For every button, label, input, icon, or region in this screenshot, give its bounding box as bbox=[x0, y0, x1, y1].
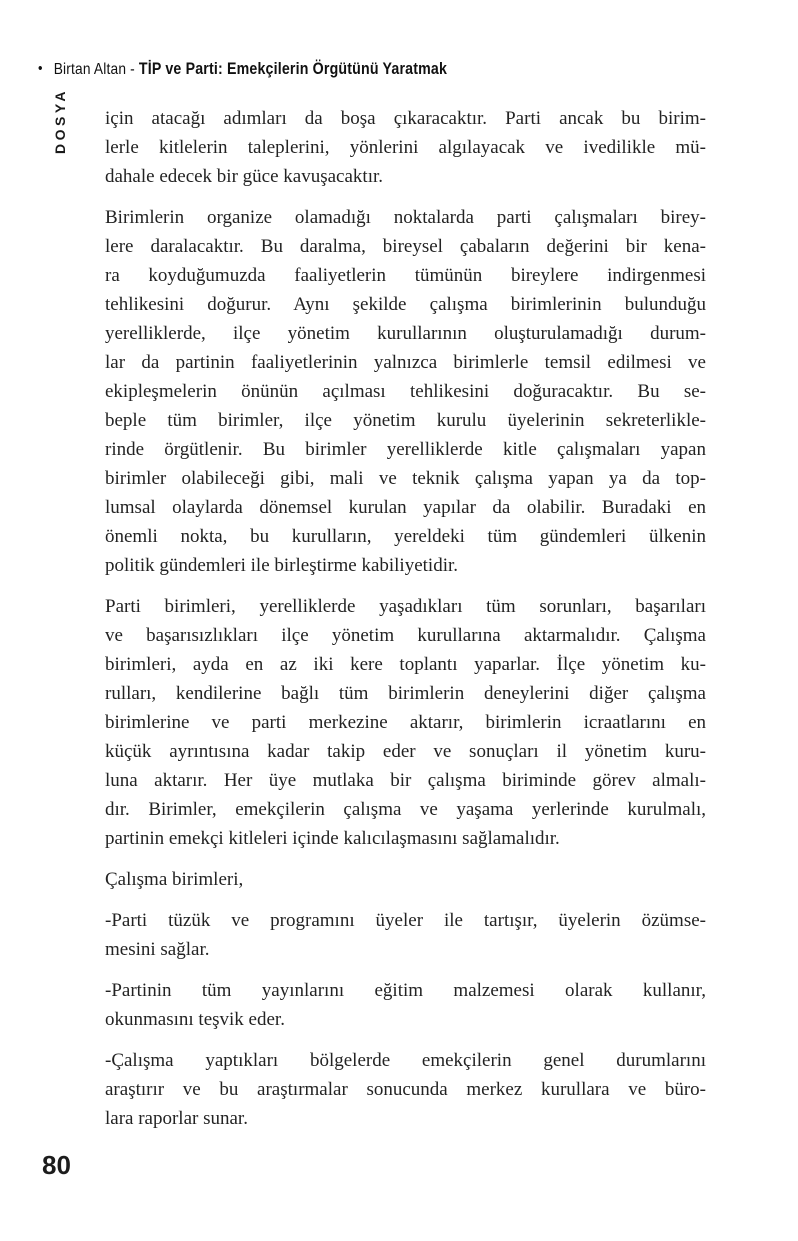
text-line: Çalışma birimleri, bbox=[105, 869, 244, 890]
text-line: mesini sağlar. bbox=[105, 939, 210, 960]
text-line: -Parti tüzük ve programını üyeler ile tartışır, üyelerin özümse- bbox=[105, 910, 706, 931]
text-line: araştırır ve bu araştırmalar sonucunda merkez kurullara ve büro- bbox=[105, 1079, 706, 1100]
text-line: Parti birimleri, yerelliklerde yaşadıkları tüm sorunları, başarıları bbox=[105, 596, 706, 617]
text-line: partinin emekçi kitleleri içinde kalıcılaşmasını sağlamalıdır. bbox=[105, 828, 560, 849]
paragraph bbox=[105, 104, 706, 191]
bullet-icon: • bbox=[38, 60, 43, 77]
text-line: için atacağı adımları da boşa çıkaracaktır. Parti ancak bu birim- bbox=[105, 108, 706, 129]
text-line: ekipleşmelerin önünün açılması tehlikesini doğuracaktır. Bu se- bbox=[105, 381, 706, 402]
text-line: rinde örgütlenir. Bu birimler yerelliklerde kitle çalışmaları yapan bbox=[105, 439, 706, 460]
header-title: TİP ve Parti: Emekçilerin Örgütünü Yaratmak bbox=[138, 60, 448, 78]
text-line: -Partinin tüm yayınlarını eğitim malzemesi olarak kullanır, bbox=[105, 980, 706, 1001]
paragraph bbox=[105, 976, 706, 1034]
header-author: Birtan Altan - bbox=[53, 61, 139, 78]
sidebar-label-dosya: DOSYA bbox=[52, 88, 68, 155]
text-line: birimleri, ayda en az iki kere toplantı yaparlar. İlçe yönetim ku- bbox=[105, 654, 706, 675]
paragraph bbox=[105, 906, 706, 964]
text-line: dahale edecek bir güce kavuşacaktır. bbox=[105, 166, 383, 187]
paragraph bbox=[105, 592, 706, 853]
paragraph bbox=[105, 865, 706, 894]
text-line: önemli nokta, bu kurulların, yereldeki tüm gündemleri ülkenin bbox=[105, 526, 706, 547]
text-line: -Çalışma yaptıkları bölgelerde emekçilerin genel durumlarını bbox=[105, 1050, 706, 1071]
text-line: ra koyduğumuzda faaliyetlerin tümünün bireylere indirgenmesi bbox=[105, 265, 706, 286]
text-line: politik gündemleri ile birleştirme kabiliyetidir. bbox=[105, 555, 459, 576]
text-line: rulları, kendilerine bağlı tüm birimlerin deneylerini diğer çalışma bbox=[105, 683, 706, 704]
paragraph bbox=[105, 1046, 706, 1133]
page-header bbox=[38, 60, 514, 79]
text-line: lere daralacaktır. Bu daralma, bireysel çabaların değerini bir kena- bbox=[105, 236, 706, 257]
text-line: okunmasını teşvik eder. bbox=[105, 1009, 285, 1030]
text-line: lumsal olaylarda dönemsel kurulan yapılar da olabilir. Buradaki en bbox=[105, 497, 706, 518]
text-line: birimler olabileceği gibi, mali ve teknik çalışma yapan ya da top- bbox=[105, 468, 706, 489]
text-line: yerelliklerde, ilçe yönetim kurullarının oluşturulamadığı durum- bbox=[105, 323, 706, 344]
text-line: lar da partinin faaliyetlerinin yalnızca birimlerle temsil edilmesi ve bbox=[105, 352, 706, 373]
text-line: luna aktarır. Her üye mutlaka bir çalışma biriminde görev almalı- bbox=[105, 770, 706, 791]
text-line: lara raporlar sunar. bbox=[105, 1108, 248, 1129]
text-line: ve başarısızlıkları ilçe yönetim kurullarına aktarmalıdır. Çalışma bbox=[105, 625, 706, 646]
page-number: 80 bbox=[42, 1150, 71, 1180]
text-line: tehlikesini doğurur. Aynı şekilde çalışma birimlerinin bulunduğu bbox=[105, 294, 706, 315]
text-line: birimlerine ve parti merkezine aktarır, birimlerin icraatlarını en bbox=[105, 712, 706, 733]
text-line: lerle kitlelerin taleplerini, yönlerini algılayacak ve ivedilikle mü- bbox=[105, 137, 706, 158]
text-line: küçük ayrıntısına kadar takip eder ve sonuçları il yönetim kuru- bbox=[105, 741, 706, 762]
text-line: dır. Birimler, emekçilerin çalışma ve yaşama yerlerinde kurulmalı, bbox=[105, 799, 706, 820]
text-line: beple tüm birimler, ilçe yönetim kurulu üyelerinin sekreterlikle- bbox=[105, 410, 706, 431]
body-text bbox=[105, 104, 706, 1145]
text-line: Birimlerin organize olamadığı noktalarda parti çalışmaları birey- bbox=[105, 207, 706, 228]
paragraph bbox=[105, 203, 706, 580]
